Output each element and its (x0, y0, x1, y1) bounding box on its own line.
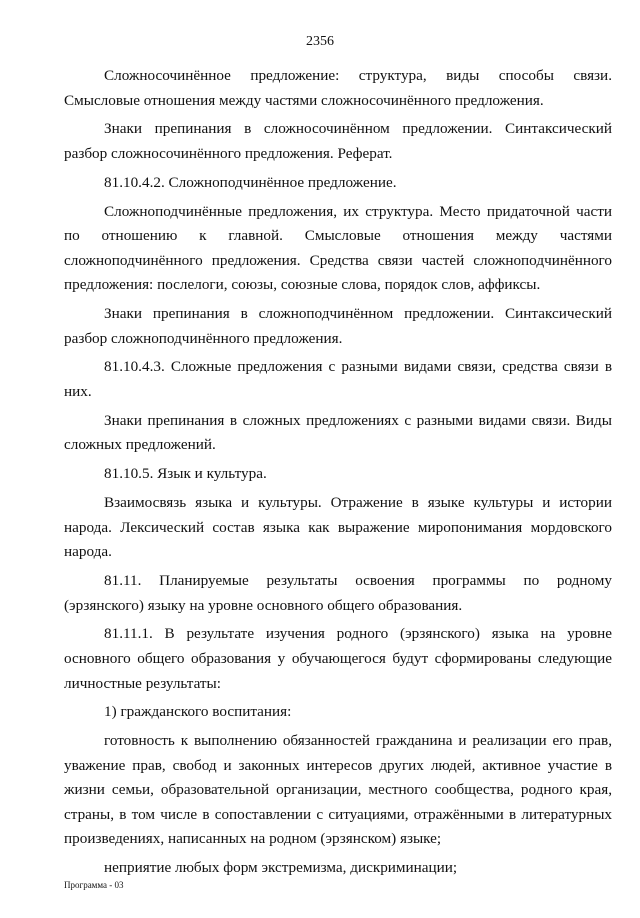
paragraph: Знаки препинания в сложноподчинённом предложении. Синтаксический разбор сложноподчинённого предложения. (64, 305, 612, 347)
paragraph: Взаимосвязь языка и культуры. Отражение в языке культуры и истории народа. Лексический состав языка как выражение миропонимания мордовского народа. (64, 494, 612, 561)
document-body (64, 64, 612, 885)
paragraph: Сложносочинённое предложение: структура, виды способы связи. Смысловые отношения между частями сложносочинённого предложения. (64, 67, 612, 109)
list-item-heading: 1) гражданского воспитания: (104, 703, 292, 721)
paragraph: Сложноподчинённые предложения, их структура. Место придаточной части по отношению к главной. Смысловые отношения между частями сложноподчинённого предложения. Средства связи частей сложноподчинённого предложения: послелоги, союзы, союзные слова, порядок слов, аффиксы. (64, 202, 612, 294)
page-footer: Программа - 03 (64, 880, 124, 890)
paragraph: готовность к выполнению обязанностей гражданина и реализации его прав, уважение прав, свобод и законных интересов других людей, активное участие в жизни семьи, образовательной организации, местного сообщества, родного края, страны, в том числе в сопоставлении с ситуациями, отражёнными в литературных произведениях, написанных на родном (эрзянском) языке; (64, 732, 612, 848)
paragraph: Знаки препинания в сложных предложениях с разными видами связи. Виды сложных предложений. (64, 411, 612, 454)
section-heading: 81.11. Планируемые результаты освоения программы по родному (эрзянского) языку на уровне основного общего образования. (64, 571, 612, 614)
paragraph: Знаки препинания в сложносочинённом предложении. Синтаксический разбор сложносочинённого предложения. Реферат. (64, 120, 612, 162)
section-heading: 81.10.5. Язык и культура. (104, 465, 267, 483)
paragraph: 81.11.1. В результате изучения родного (эрзянского) языка на уровне основного общего образования у обучающегося будут сформированы следующие личностные результаты: (64, 625, 612, 692)
section-heading: 81.10.4.3. Сложные предложения с разными видами связи, средства связи в них. (64, 358, 612, 401)
page-number: 2356 (306, 34, 334, 49)
paragraph: неприятие любых форм экстремизма, дискриминации; (104, 859, 458, 877)
section-heading: 81.10.4.2. Сложноподчинённое предложение. (104, 173, 397, 191)
